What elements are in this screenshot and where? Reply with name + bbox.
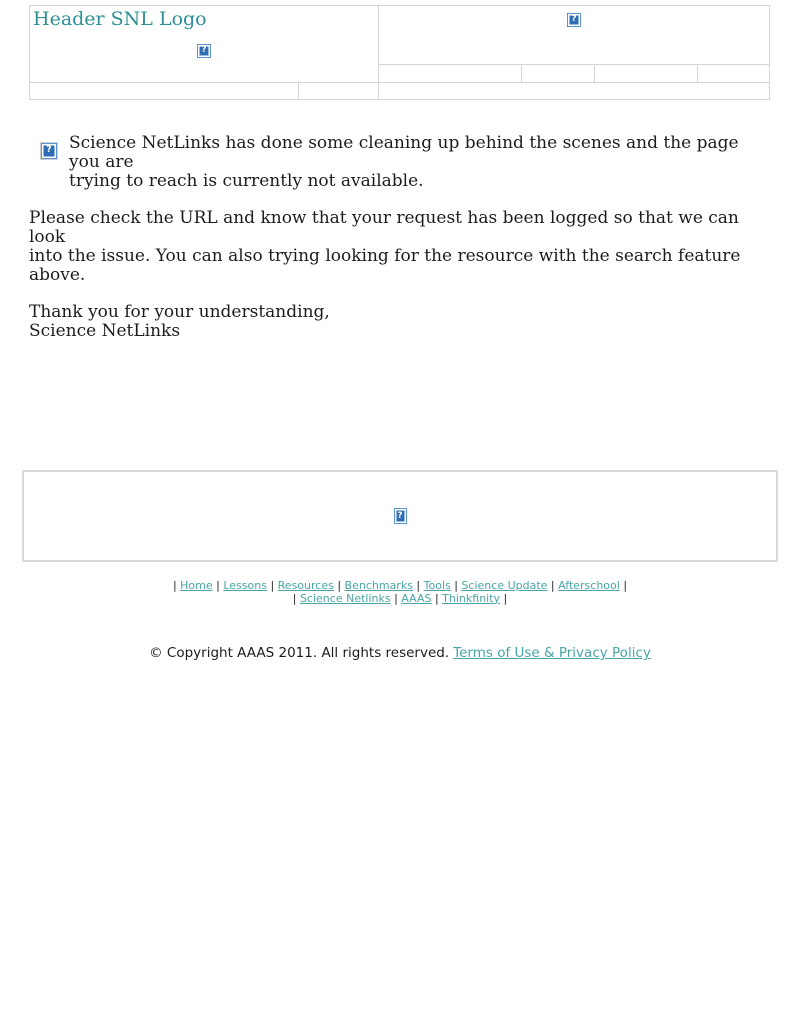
- header-table: [29, 5, 770, 100]
- error-text-line: into the issue. You can also trying looking for the resource with the search feature above.: [29, 246, 741, 285]
- error-intro-row: [29, 134, 770, 191]
- error-message-section: [29, 134, 770, 341]
- copyright-text: © Copyright AAAS 2011. All rights reserved.: [149, 645, 450, 661]
- footer-link-afterschool[interactable]: Afterschool: [558, 579, 620, 592]
- footer-link-science-update[interactable]: Science Update: [461, 579, 548, 592]
- header-logo-link[interactable]: Header SNL Logo: [33, 8, 207, 30]
- footer-link-lessons[interactable]: Lessons: [223, 579, 267, 592]
- footer-nav: [0, 580, 800, 605]
- error-text-line: Please check the URL and know that your request has been logged so that we can look: [29, 208, 739, 247]
- error-text-line: Science NetLinks has done some cleaning up behind the scenes and the page you are: [69, 133, 739, 172]
- header-nav-cell-1: [379, 65, 522, 83]
- footer-link-benchmarks[interactable]: Benchmarks: [344, 579, 413, 592]
- error-text-line: trying to reach is currently not available.: [69, 171, 424, 191]
- error-body-paragraph: [29, 209, 770, 285]
- header-bottom-cell-3: [379, 83, 770, 100]
- broken-image-icon[interactable]: [567, 13, 581, 27]
- header-nav-cell-3: [595, 65, 698, 83]
- question-mark-glyph: ?: [201, 45, 207, 55]
- broken-image-icon[interactable]: [197, 44, 211, 58]
- header-bottom-cell-2: [299, 83, 379, 100]
- footer-link-home[interactable]: Home: [180, 579, 213, 592]
- footer-link-aaas[interactable]: AAAS: [401, 591, 432, 605]
- footer-nav-row-1: | Home | Lessons | Resources | Benchmarks | Tools | Science Update | Afterschool |: [172, 579, 628, 592]
- error-closing-paragraph: [29, 303, 770, 341]
- header-bottom-cell-1: [30, 83, 299, 100]
- footer-link-science-netlinks[interactable]: Science Netlinks: [299, 591, 391, 605]
- header-logo-cell: [30, 6, 379, 83]
- header-banner-cell: [379, 6, 770, 65]
- footer-nav-row-2: | Science Netlinks | AAAS | Thinkfinity |: [292, 591, 508, 605]
- error-text-line: Science NetLinks: [29, 321, 181, 341]
- footer-link-tools[interactable]: Tools: [423, 579, 451, 592]
- terms-privacy-link[interactable]: Terms of Use & Privacy Policy: [453, 645, 651, 661]
- question-mark-glyph: ?: [397, 510, 403, 521]
- broken-image-icon: [41, 143, 57, 159]
- page-header: [29, 5, 800, 100]
- question-mark-glyph: ?: [46, 145, 52, 155]
- broken-image-icon[interactable]: [394, 508, 407, 524]
- footer-banner-box: [22, 470, 778, 562]
- footer-link-thinkfinity[interactable]: Thinkfinity: [442, 591, 501, 605]
- header-nav-cell-2: [522, 65, 595, 83]
- copyright-line: [0, 645, 800, 661]
- header-nav-cell-4: [698, 65, 770, 83]
- question-mark-glyph: ?: [571, 14, 577, 24]
- error-intro-text: [69, 134, 770, 191]
- footer-link-resources[interactable]: Resources: [277, 579, 334, 592]
- header-logo-image-slot: [30, 37, 378, 58]
- error-image-slot: [41, 137, 57, 159]
- error-text-line: Thank you for your understanding,: [29, 302, 330, 322]
